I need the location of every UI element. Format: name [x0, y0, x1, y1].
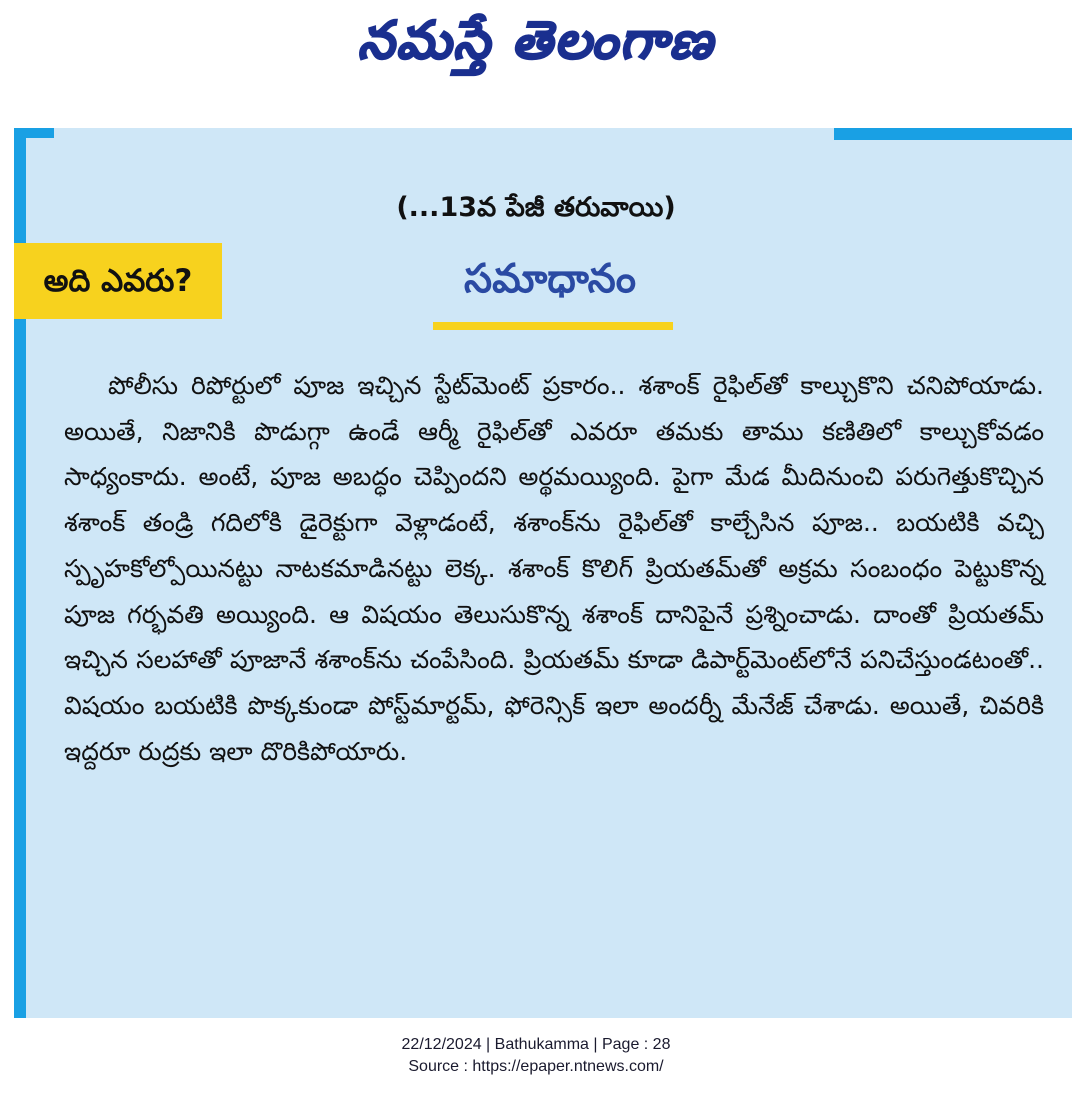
article-body: పోలీసు రిపోర్టులో పూజ ఇచ్చిన స్టేట్‌మెంట్ ప్రకారం.. శశాంక్ రైఫిల్‌తో కాల్చుకొని చనిపోయాడు. అయితే, నిజానికి పొడుగ్గా ఉండే ఆర్మీ రైఫిల్‌తో ఎవరూ తమకు తాము కణితిలో కాల్చుకోవడం సాధ్యంకాదు. అంటే, పూజ అబద్ధం చెప్పిందని అర్థమయ్యింది. పైగా మేడ మీదినుంచి పరుగెత్తుకొచ్చిన శశాంక్ తండ్రి గదిలోకి డైరెక్టుగా వెళ్లాడంటే, శశాంక్‌ను రైఫిల్‌తో కాల్చేసిన పూజ.. బయటికి వచ్చి స్పృహకోల్పోయినట్టు నాటకమాడినట్టు లెక్క. శశాంక్ కొలిగ్ ప్రియతమ్‌తో అక్రమ సంబంధం పెట్టుకొన్న పూజ గర్భవతి అయ్యింది. ఆ విషయం తెలుసుకొన్న శశాంక్ దానిపైనే ప్రశ్నించాడు. దాంతో ప్రియతమ్ ఇచ్చిన సలహాతో పూజానే శశాంక్‌ను చంపేసింది. ప్రియతమ్ కూడా డిపార్ట్‌మెంట్‌లోనే పనిచేస్తుండటంతో.. విషయం బయటికి పొక్కకుండా పోస్ట్‌మార్టమ్, ఫోరెన్సిక్ ఇలా అందర్నీ మేనేజ్ చేశాడు. అయితే, చివరికి ఇద్దరూ రుద్రకు ఇలా దొరికిపోయారు.	[64, 371, 1044, 766]
continued-note: (...13వ పేజీ తరువాయి)	[396, 192, 676, 223]
newspaper-logo: నమస్తే తెలంగాణ	[357, 11, 715, 71]
article-title: సమాధానం	[464, 256, 636, 302]
source-line: Source : https://epaper.ntnews.com/	[408, 1058, 664, 1075]
frame-top-right-bar	[834, 128, 1072, 140]
edition-line: 22/12/2024 | Bathukamma | Page : 28	[401, 1036, 671, 1053]
section-tag: అది ఎవరు?	[43, 263, 193, 299]
title-underline	[433, 322, 673, 330]
frame-top-left-bar	[14, 128, 54, 138]
page-footer	[0, 1034, 1072, 1078]
